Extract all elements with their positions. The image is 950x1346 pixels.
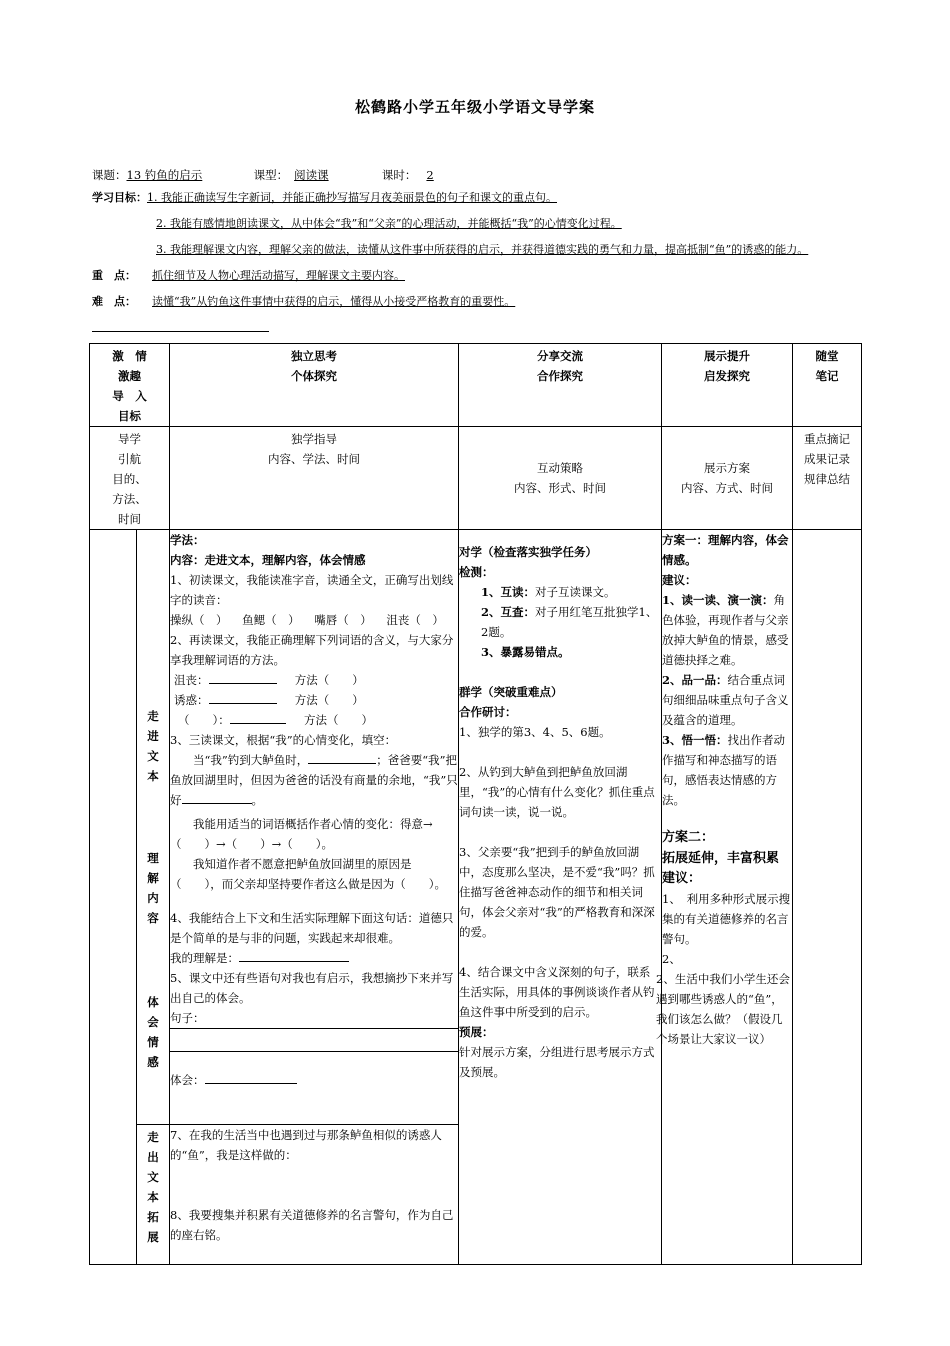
key-label: 重 点：	[92, 269, 136, 282]
show-improve: 方案一：理解内容，体会情感。 建议： 1、读一读、演一演：角色体验，再现作者与父亲放掉大鲈鱼的情景，感受道德抉择之难。 2、品一品：结合重点词句细细品味重点句子含义及蕴含的道理。 3、悟一悟：找出作者动作描写和神态描写的语句，感悟表达情感的方法。 方案二： 拓展延伸，丰富积累 建议： 1、 利用多种形式展示搜集的有关道德修养的名言警句。 2、 2、生活中我们小学生还会遇到哪些诱惑人的“鱼”，我们该怎么做？（假设几个场景让大家议一议）	[662, 530, 793, 1265]
goal-2: 2. 我能有感情地朗读课文，从中体会“我”和“父亲”的心理活动，并能概括“我”的心情变化过程。	[156, 217, 622, 230]
subheader-c4: 展示方案 内容、方式、时间	[662, 427, 793, 530]
hours-label: 课时：	[381, 168, 417, 182]
subheader-c1: 导学 引航 目的、 方法、 时间	[90, 427, 170, 530]
reading-words: 操纵（ ） 鱼鳃（ ） 嘴唇（ ） 沮丧（ ）	[170, 613, 444, 627]
key-point	[92, 267, 405, 283]
share-exchange: 对学（检查落实独学任务） 检测： 1、互读：对子互读课文。 2、互查：对子用红笔互批独学1、2题。 3、暴露易错点。 群学（突破重难点） 合作研讨： 1、独学的第3、4、5、6题。 2、从钓到大鲈鱼到把鲈鱼放回湖里，“我”的心情有什么变化？抓住重点词句读一读，说一说。 3、父亲要“我”把到手的鲈鱼放回湖中，态度那么坚决，是不爱“我”吗？抓住描写爸爸神态动作的细节和相关词句，体会父亲对“我”的严格教育和深深的爱。 4、结合课文中含义深刻的句子，联系生活实际，用具体的事例谈谈作者从钓鱼这件事中所受到的启示。 预展： 针对展示方案，分组进行思考展示方式及预展。	[459, 530, 662, 1265]
section-walk-in: 走 进 文 本	[147, 709, 159, 783]
type-label: 课型：	[253, 168, 289, 182]
section-labels	[137, 530, 170, 1125]
header-c5: 随堂 笔记	[793, 344, 862, 427]
difficulty-value: 读懂“我”从钓鱼这件事情中获得的启示，懂得从小接受严格教育的重要性。	[152, 295, 516, 308]
type-value: 阅读课	[294, 168, 329, 182]
subheader-c2: 独学指导 内容、学法、时间	[170, 427, 459, 530]
goals-label: 学习目标：	[92, 191, 147, 204]
page-title: 松鹤路小学五年级小学语文导学案	[354, 98, 595, 116]
header-c4: 展示提升 启发探究	[662, 344, 793, 427]
section-understand: 理 解 内 容	[147, 851, 159, 925]
divider	[92, 331, 269, 332]
goal-3: 3. 我能理解课文内容，理解父亲的做法，读懂从这件事中所获得的启示，并获得道德实践的勇气和力量，提高抵制“鱼”的诱惑的能力。	[156, 243, 809, 256]
header-row	[90, 344, 862, 427]
notes-cell	[793, 530, 862, 1265]
section-feel: 体 会 情 感	[147, 995, 159, 1069]
section-extension: 走 出 文 本 拓 展	[137, 1125, 170, 1265]
main-row	[90, 530, 862, 1125]
goals-line-1	[92, 189, 557, 205]
header-c2: 独立思考 个体探究	[170, 344, 459, 427]
subheader-row	[90, 427, 862, 530]
extension-study: 7、在我的生活当中也遇到过与那条鲈鱼相似的诱惑人的“鱼”，我是这样做的： 8、我要搜集并积累有关道德修养的名言警句，作为自己的座右铭。	[170, 1125, 459, 1265]
subheader-c3: 互动策略 内容、形式、时间	[459, 427, 662, 530]
header-c1: 激 情 激趣 导 入 目标	[90, 344, 170, 427]
difficulty-label: 难 点：	[92, 295, 136, 308]
study-plan-table	[89, 343, 862, 1265]
hours-value: 2	[426, 168, 434, 182]
lesson-meta	[92, 167, 444, 183]
goal-1: 1. 我能正确读写生字新词，并能正确抄写描写月夜美丽景色的句子和课文的重点句。	[147, 191, 557, 204]
subheader-c5: 重点摘记 成果记录 规律总结	[793, 427, 862, 530]
difficulty-point	[92, 293, 515, 309]
independent-study: 学法： 内容：走进文本，理解内容，体会情感 1、初读课文，我能读准字音，读通全文，正确写出划线字的读音： 操纵（ ） 鱼鳃（ ） 嘴唇（ ） 沮丧（ ） 2、再读课文，我能正确理解下列词语的含义，与大家分享我理解词语的方法。 沮丧： 方法（ ） 诱惑： 方法（ ） （ ）： 方法（ ） 3、三读课文，根据“我”的心情变化，填空： 当“我”钓到大鲈鱼时， ；爸爸要“我”把鱼放回湖里时，但因为爸爸的话没有商量的余地，“我”只好 。 我能用适当的词语概括作者心情的变化：得意→（ ）→（ ）→（ ）。 我知道作者不愿意把鲈鱼放回湖里的原因是（ ），而父亲却坚持要作者这么做是因为（ ）。 4、我能结合上下文和生活实际理解下面这句话：道德只是个简单的是与非的问题，实践起来却很难。 我的理解是： 5、课文中还有些语句对我也有启示，我想摘抄下来并写出自己的体会。 句子： 体会：	[170, 530, 459, 1125]
key-value: 抓住细节及人物心理活动描写，理解课文主要内容。	[152, 269, 405, 282]
lesson-label: 课题：	[92, 168, 127, 182]
lesson-value: 13 钓鱼的启示	[126, 168, 203, 182]
header-c3: 分享交流 合作探究	[459, 344, 662, 427]
blank-cell	[90, 530, 137, 1265]
